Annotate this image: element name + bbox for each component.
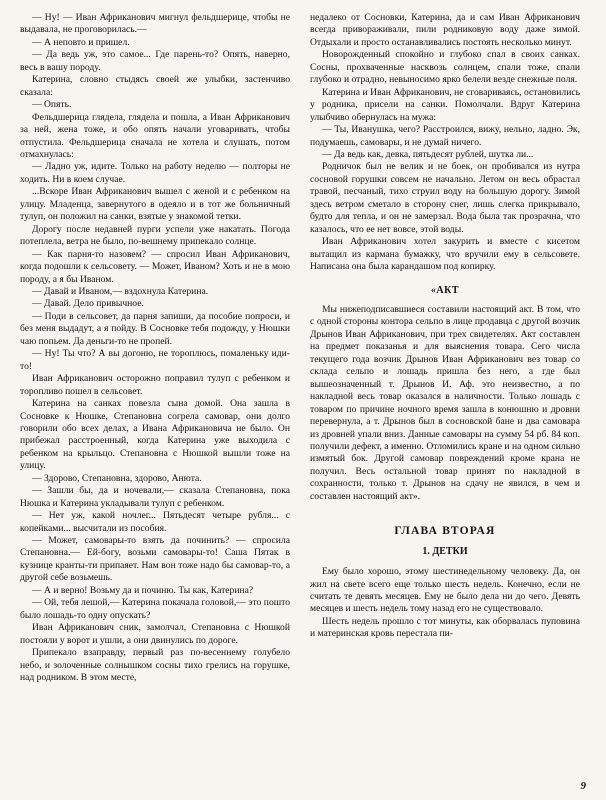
paragraph: — Ты, Иванушка, чего? Расстроился, вижу, нельно, ладно. Эк, подумаешь, самовары, и не думай ничего. — [310, 124, 580, 148]
paragraph: — А неповто и пришел. — [32, 36, 130, 48]
paragraph: Дорогу после недавней пурги успели уже накатать. Погода потеплела, ветра не было, по-вешнему припекало солнце. — [20, 223, 290, 248]
page-number: 9 — [580, 780, 586, 792]
chapter-body — [310, 566, 580, 641]
paragraph: Катерина, словно стыдясь своей же улыбки, застенчиво сказала: — [20, 74, 290, 98]
paragraph: Припекало взаправду, первый раз по-весеннему голубело небо, и золоченные солнышком сосны тихо грелись на горушке, над родником. В этом месте, — [20, 647, 290, 684]
paragraph: — Здорово, Степановна, здорово, Анюта. — [32, 472, 202, 484]
right-column-top — [310, 12, 580, 274]
paragraph: — Опять. — [32, 99, 72, 111]
paragraph: — Зашли бы, да и ночевали,— сказала Степановна, пока Нюшка и Катерина укладывали тулуп с ребенком. — [20, 485, 290, 509]
act-heading: «АКТ — [430, 284, 460, 296]
paragraph: Шесть недель прошло с тот минуты, как оборвалась пуповина и материнская кровь перестала пи- — [310, 615, 580, 640]
right-column — [310, 12, 580, 641]
paragraph: — Ну! Ты что? А вы догоню, не тороплюсь, помаленьку иди-то! — [20, 348, 290, 372]
paragraph: — А и верно! Возьму да и починю. Ты как, Катерина? — [32, 584, 254, 596]
paragraph: — Давай. Дело привычное. — [32, 298, 144, 310]
left-column — [20, 12, 290, 684]
chapter-subtitle: 1. ДЕТКИ — [422, 545, 468, 557]
paragraph: Иван Африканович сник, замолчал, Степановна с Нюшкой постояли у ворот и ушли, а они двинулись по дороге. — [20, 622, 290, 646]
paragraph: — Да ведь как, девка, пятьдесят рублей, шутка ли... — [322, 148, 534, 160]
paragraph: — Может, самовары-то взять да починить? — спросила Степановна.— Ей-богу, возьми самовары-то! Саша Пятак в кузнице кранты-ти припаяет. Нам вон тоже надо бы самовар-то, а другой себе возьмешь. — [20, 535, 290, 584]
paragraph: — Как парня-то назовем? — спросил Иван Африканович, когда подошли к сельсовету. — Может, Иваном? Хоть и не в мою породу, а я бы Иваном. — [20, 248, 290, 285]
paragraph: Иван Африканович хотел закурить и вместе с кисетом вытащил из кармана бумажку, что вручили ему в сельсовете. Написана она была карандашом под копирку. — [310, 236, 580, 273]
paragraph: — Давай и Иваном,— вздохнула Катерина. — [32, 285, 209, 297]
act-text: Мы нижеподписавшиеся составили настоящий акт. В том, что с одной стороны контора сельпо в лице продавца с другой возчик Дрынов Иван Африканович, при трех свидетелях. Акт составлен на предмет показанья и для выяснения товара. Сего числа текущего года возчик Дрынов Иван Африканович вез товар со склада сельпо и лошадь пришла без него, а где был вышеозначенный т. Дрынов И. Аф. это неизвестно, а по накладной весь товар оказался в наличности. Только лошадь с товаром по причине ночного время зашла в конюшню и дровни перевернула, а т. Дрынов был в сосновской бане и два самовара из дровней упали вниз. Данные самовары на сумму 54 рб. 84 коп. получили дефект, а именно. Отломились кране и на одном сильно измятый бок. Другой самовар повреждений кроме крана не получил. Весь остальной товар принят по накладной в сохранности, только т. Дрынов на сдачу не явился, в чем и составлен настоящий акт». — [310, 303, 580, 502]
paragraph: — Поди в сельсовет, да парня запиши, да пособие попроси, и без меня выдадут, а я пойду. В Сосновке тебя подожду, у Нюшки чаю попьем. Да деньги-то не пропей. — [20, 310, 290, 347]
paragraph: — Нет уж, какой ночлег... Пятьдесят четыре рубля... с копейками... высчитали из пособия. — [20, 510, 290, 534]
paragraph: Катерина на санках повезла сына домой. Она зашла в Сосновке к Нюшке, Степановна согрела самовар, они долго говорили обо всех делах, а Ивана Африкановича не было. Он прибежал расстроенный, когда Катерина уже выходила с ребенком на крыльцо. Степановна с Нюшкой вышли тоже на улицу. — [20, 398, 290, 472]
paragraph: Родничок был не велик и не боек, он пробивался из нутра сосновой горушки совсем не начально. Летом он весь обрастал травой, песчаный, тихо струил воду на большую дорогу. Зимой здесь ветром сметало в сторону снег, лишь слегка прикрывало, будто для тепла, и он не замерзал. Вода была так прозрачна, что казалось, что ее нет вовсе, этой воды. — [310, 161, 580, 235]
paragraph: Катерина и Иван Африканович, не сговариваясь, остановились у родника, присели на санки. Помолчали. Вдруг Катерина улыбчиво обернулась на мужа: — [310, 86, 580, 123]
paragraph: — Ну! — Иван Африканович мигнул фельдшерице, чтобы не выдавала, не проговорилась.— — [20, 12, 290, 36]
paragraph: Фельдшерица глядела, глядела и пошла, а Иван Африканович за ней, жена тоже, и обо опять начали уговаривать, чтобы отпустила. Фельдшерица сначала не хотела и слушать, потом отмахнулась: — [20, 111, 290, 160]
paragraph: Иван Африканович осторожно поправил тулуп с ребенком и торопливо пошел в сельсовет. — [20, 373, 290, 397]
chapter-title: ГЛАВА ВТОРАЯ — [394, 525, 496, 538]
paragraph: — Да ведь уж, это самое... Где парень-то? Опять, наверно, весь в вашу породу. — [20, 49, 290, 73]
paragraph: — Ладно уж, идите. Только на работу неделю — полторы не ходить. Ни в коем случае. — [20, 161, 290, 185]
paragraph: недалеко от Сосновки, Катерина, да и сам Иван Африканович всегда привораживали, пили родниковую воду даже зимой. Отдыхали и просто останавливались постоять несколько минут. — [310, 12, 580, 48]
paragraph: Ему было хорошо, этому шестинедельному человеку. Да, он жил на свете всего еще только шесть недель. Конечно, если не считать те девять месяцев. Ему не было дела ни до чего. Девять месяцев и шесть недель тому назад его не существовало. — [310, 566, 580, 615]
paragraph: ...Вскоре Иван Африканович вышел с женой и с ребенком на улицу. Младенца, завернутого в одеяло и в тот же больничный тулуп, он положил на санки, взятые у знакомой тетки. — [20, 186, 290, 223]
paragraph: Новорожденный спокойно и глубоко спал в своих санках. Сосны, прохваченные насквозь солнцем, спали тоже, спали глубоко и отрадно, невыносимо ярко белели везде снежные поля. — [310, 49, 580, 86]
paragraph: — Ой, тебя лешой,— Катерина покачала головой,— это пошто было лошадь-то одну опускать? — [20, 597, 290, 621]
